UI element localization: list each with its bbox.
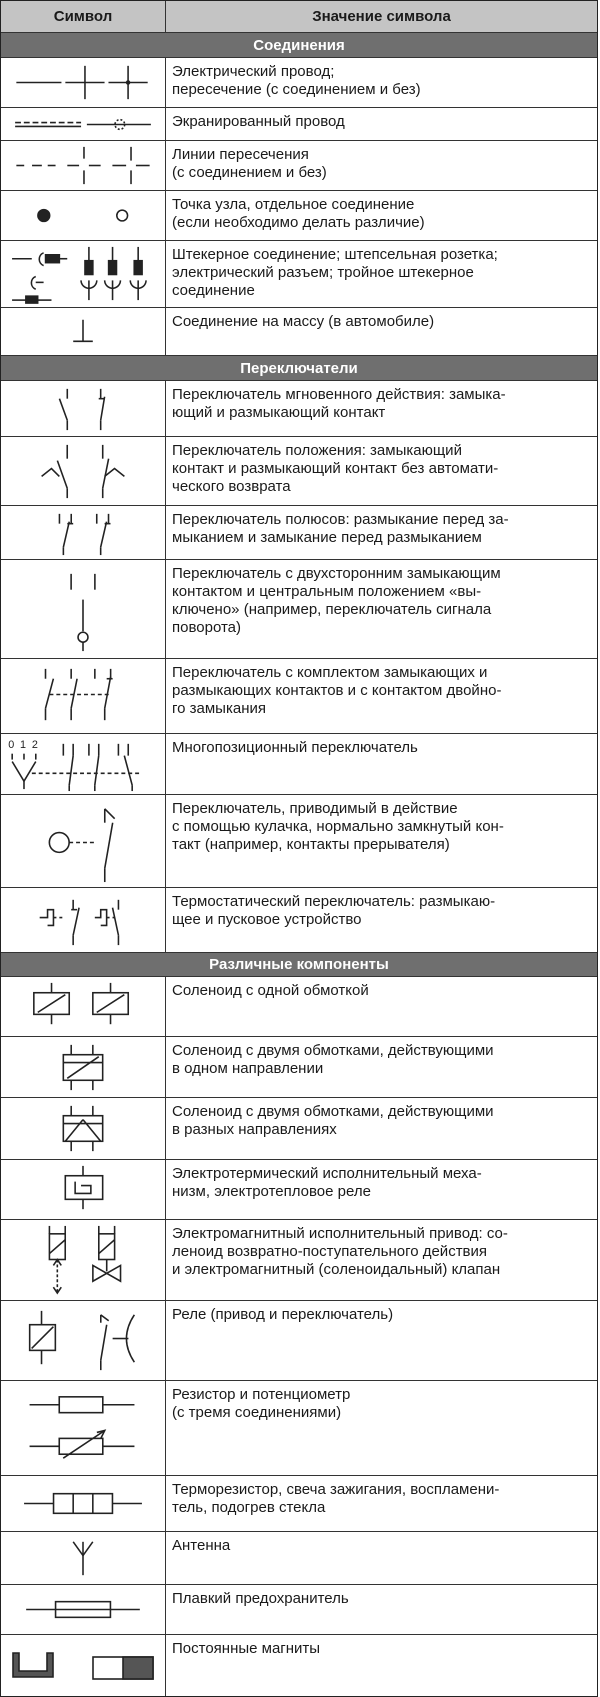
row-meaning: Переключатель положения: замыкающий контакт и размыкающий контакт без автомати- ческого возврата xyxy=(172,442,499,495)
row-meaning: Реле (привод и переключатель) xyxy=(172,1306,394,1323)
position-label-0: 0 xyxy=(8,738,15,751)
table-row xyxy=(1,141,597,191)
table-row xyxy=(1,108,597,141)
table-row xyxy=(1,1635,597,1696)
pole-switch-symbol xyxy=(1,506,166,559)
position-label-1: 1 xyxy=(20,738,27,751)
table-row xyxy=(1,560,597,659)
row-meaning: Соленоид с одной обмоткой xyxy=(172,982,369,999)
table-row xyxy=(1,1301,597,1381)
electrothermal-actuator-symbol xyxy=(1,1160,166,1219)
position-label-2: 2 xyxy=(31,738,38,751)
solenoid-double-opposite-symbol xyxy=(1,1098,166,1159)
solenoid-single-symbol xyxy=(1,977,166,1036)
table-header xyxy=(1,1,597,33)
plug-connector-symbol xyxy=(1,241,166,307)
row-meaning: Переключатель, приводимый в действие с помощью кулачка, нормально замкнутый кон- такт (например, контакты прерывателя) xyxy=(172,800,504,853)
table-row xyxy=(1,888,597,953)
table-row xyxy=(1,977,597,1037)
wire-crossing-symbol xyxy=(1,58,166,107)
solenoid-double-same-symbol xyxy=(1,1037,166,1097)
row-meaning: Многопозиционный переключатель xyxy=(172,739,418,756)
table-row xyxy=(1,1381,597,1476)
crossing-lines-symbol xyxy=(1,141,166,190)
row-meaning: Экранированный провод xyxy=(172,113,345,130)
row-meaning: Соединение на массу (в автомобиле) xyxy=(172,313,435,330)
row-meaning: Точка узла, отдельное соединение (если необходимо делать различие) xyxy=(172,196,425,231)
permanent-magnets-symbol xyxy=(1,1635,166,1696)
row-meaning: Соленоид с двумя обмотками, действующими в одном направлении xyxy=(172,1042,494,1077)
row-meaning: Переключатель с двухсторонним замыкающим контактом и центральным положением «вы- ключено» (например, переключатель сигнала поворота) xyxy=(172,565,501,636)
multi-position-switch-symbol xyxy=(1,734,166,794)
resistor-potentiometer-symbol xyxy=(1,1381,166,1475)
table-row xyxy=(1,734,597,795)
row-meaning: Плавкий предохранитель xyxy=(172,1590,349,1607)
column-header-meaning: Значение символа xyxy=(312,8,451,25)
row-meaning: Термостатический переключатель: размыкаю- щее и пусковое устройство xyxy=(172,893,496,928)
table-row xyxy=(1,191,597,241)
row-meaning: Резистор и потенциометр (с тремя соединениями) xyxy=(172,1386,351,1421)
table-row xyxy=(1,381,597,437)
cam-switch-symbol xyxy=(1,795,166,887)
table-row xyxy=(1,506,597,560)
two-way-switch-symbol xyxy=(1,560,166,658)
thermistor-heater-symbol xyxy=(1,1476,166,1531)
table-row xyxy=(1,1532,597,1585)
row-meaning: Постоянные магниты xyxy=(172,1640,321,1657)
node-point-symbol xyxy=(1,191,166,240)
position-switch-symbol xyxy=(1,437,166,505)
row-meaning: Соленоид с двумя обмотками, действующими в разных направлениях xyxy=(172,1103,494,1138)
row-meaning: Электрический провод; пересечение (с соединением и без) xyxy=(172,63,421,98)
table-row xyxy=(1,308,597,356)
row-meaning: Электротермический исполнительный меха- низм, электротепловое реле xyxy=(172,1165,482,1200)
thermostatic-switch-symbol xyxy=(1,888,166,952)
table-row xyxy=(1,1220,597,1301)
row-meaning: Переключатель с комплектом замыкающих и размыкающих контактов и с контактом двойно- го замыкания xyxy=(172,664,502,717)
set-contacts-switch-symbol xyxy=(1,659,166,733)
antenna-symbol xyxy=(1,1532,166,1584)
section-components: Различные компоненты xyxy=(1,953,597,977)
relay-symbol xyxy=(1,1301,166,1380)
row-meaning: Терморезистор, свеча зажигания, воспламени- тель, подогрев стекла xyxy=(172,1481,500,1516)
table-row xyxy=(1,1037,597,1098)
row-meaning: Линии пересечения (с соединением и без) xyxy=(172,146,327,181)
table-row xyxy=(1,1098,597,1160)
column-header-symbol: Символ xyxy=(1,1,166,32)
table-row xyxy=(1,1476,597,1532)
table-row xyxy=(1,659,597,734)
table-row xyxy=(1,437,597,506)
ground-symbol xyxy=(1,308,166,355)
table-row xyxy=(1,1160,597,1220)
row-meaning: Переключатель полюсов: размыкание перед за- мыканием и замыкание перед размыканием xyxy=(172,511,509,546)
row-meaning: Электромагнитный исполнительный привод: со- леноид возвратно-поступательного действия и электромагнитный (соленоидальный) клапан xyxy=(172,1225,508,1278)
table-row xyxy=(1,58,597,108)
table-row xyxy=(1,1585,597,1635)
row-meaning: Переключатель мгновенного действия: замыка- ющий и размыкающий контакт xyxy=(172,386,506,421)
row-meaning: Антенна xyxy=(172,1537,231,1554)
section-connections: Соединения xyxy=(1,33,597,58)
momentary-switch-symbol xyxy=(1,381,166,436)
electromagnetic-drive-symbol xyxy=(1,1220,166,1300)
row-meaning: Штекерное соединение; штепсельная розетка; электрический разъем; тройное штекерное соединение xyxy=(172,246,498,299)
table-row xyxy=(1,241,597,308)
shielded-wire-symbol xyxy=(1,108,166,140)
section-switches: Переключатели xyxy=(1,356,597,381)
fuse-symbol xyxy=(1,1585,166,1634)
table-row xyxy=(1,795,597,888)
